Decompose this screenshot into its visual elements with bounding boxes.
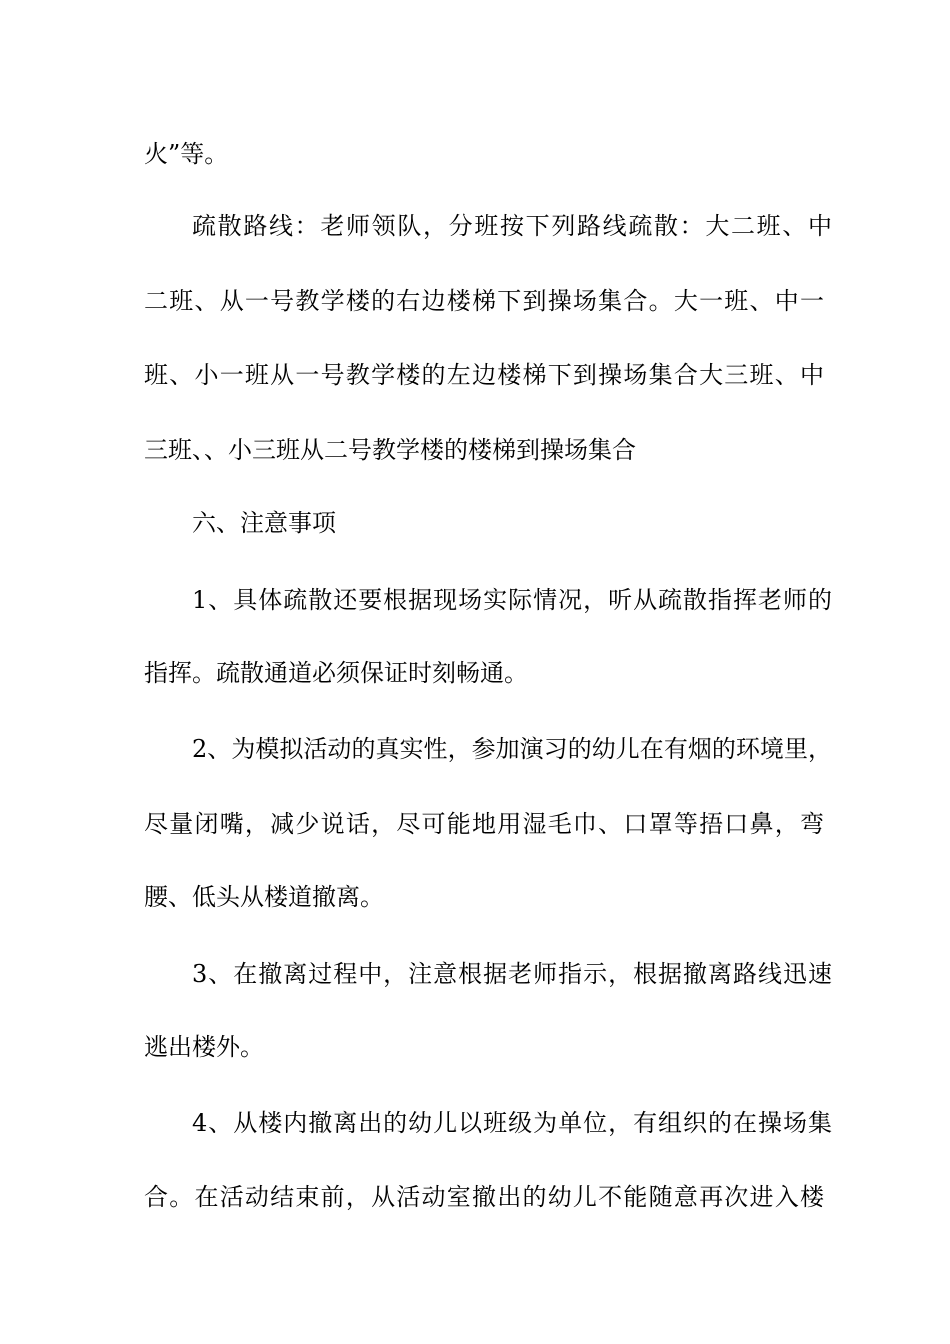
text-line: 合。在活动结束前，从活动室撤出的幼儿不能随意再次进入楼 <box>144 1183 824 1211</box>
text-line: 指挥。疏散通道必须保证时刻畅通。 <box>144 659 528 687</box>
text-line: 尽量闭嘴，减少说话，尽可能地用湿毛巾、口罩等捂口鼻，弯 <box>144 810 824 838</box>
section-heading: 六、注意事项 <box>192 509 336 537</box>
text-line: 疏散路线：老师领队，分班按下列路线疏散：大二班、中 <box>192 212 832 240</box>
text-line: 2、为模拟活动的真实性，参加演习的幼儿在有烟的环境里， <box>192 735 832 763</box>
text-line: 1、具体疏散还要根据现场实际情况，听从疏散指挥老师的 <box>192 586 832 614</box>
text-line: 3、在撤离过程中，注意根据老师指示，根据撤离路线迅速 <box>192 960 832 988</box>
text-line: 腰、低头从楼道撤离。 <box>144 883 384 911</box>
text-line: 三班、、小三班从二号教学楼的楼梯到操场集合 <box>144 436 636 464</box>
text-line: 火”等。 <box>144 140 229 168</box>
text-line: 逃出楼外。 <box>144 1033 264 1061</box>
text-line: 4、从楼内撤离出的幼儿以班级为单位，有组织的在操场集 <box>192 1109 832 1137</box>
text-line: 二班、从一号教学楼的右边楼梯下到操场集合。大一班、中一 <box>144 287 824 315</box>
text-line: 班、小一班从一号教学楼的左边楼梯下到操场集合大三班、中 <box>144 361 824 389</box>
